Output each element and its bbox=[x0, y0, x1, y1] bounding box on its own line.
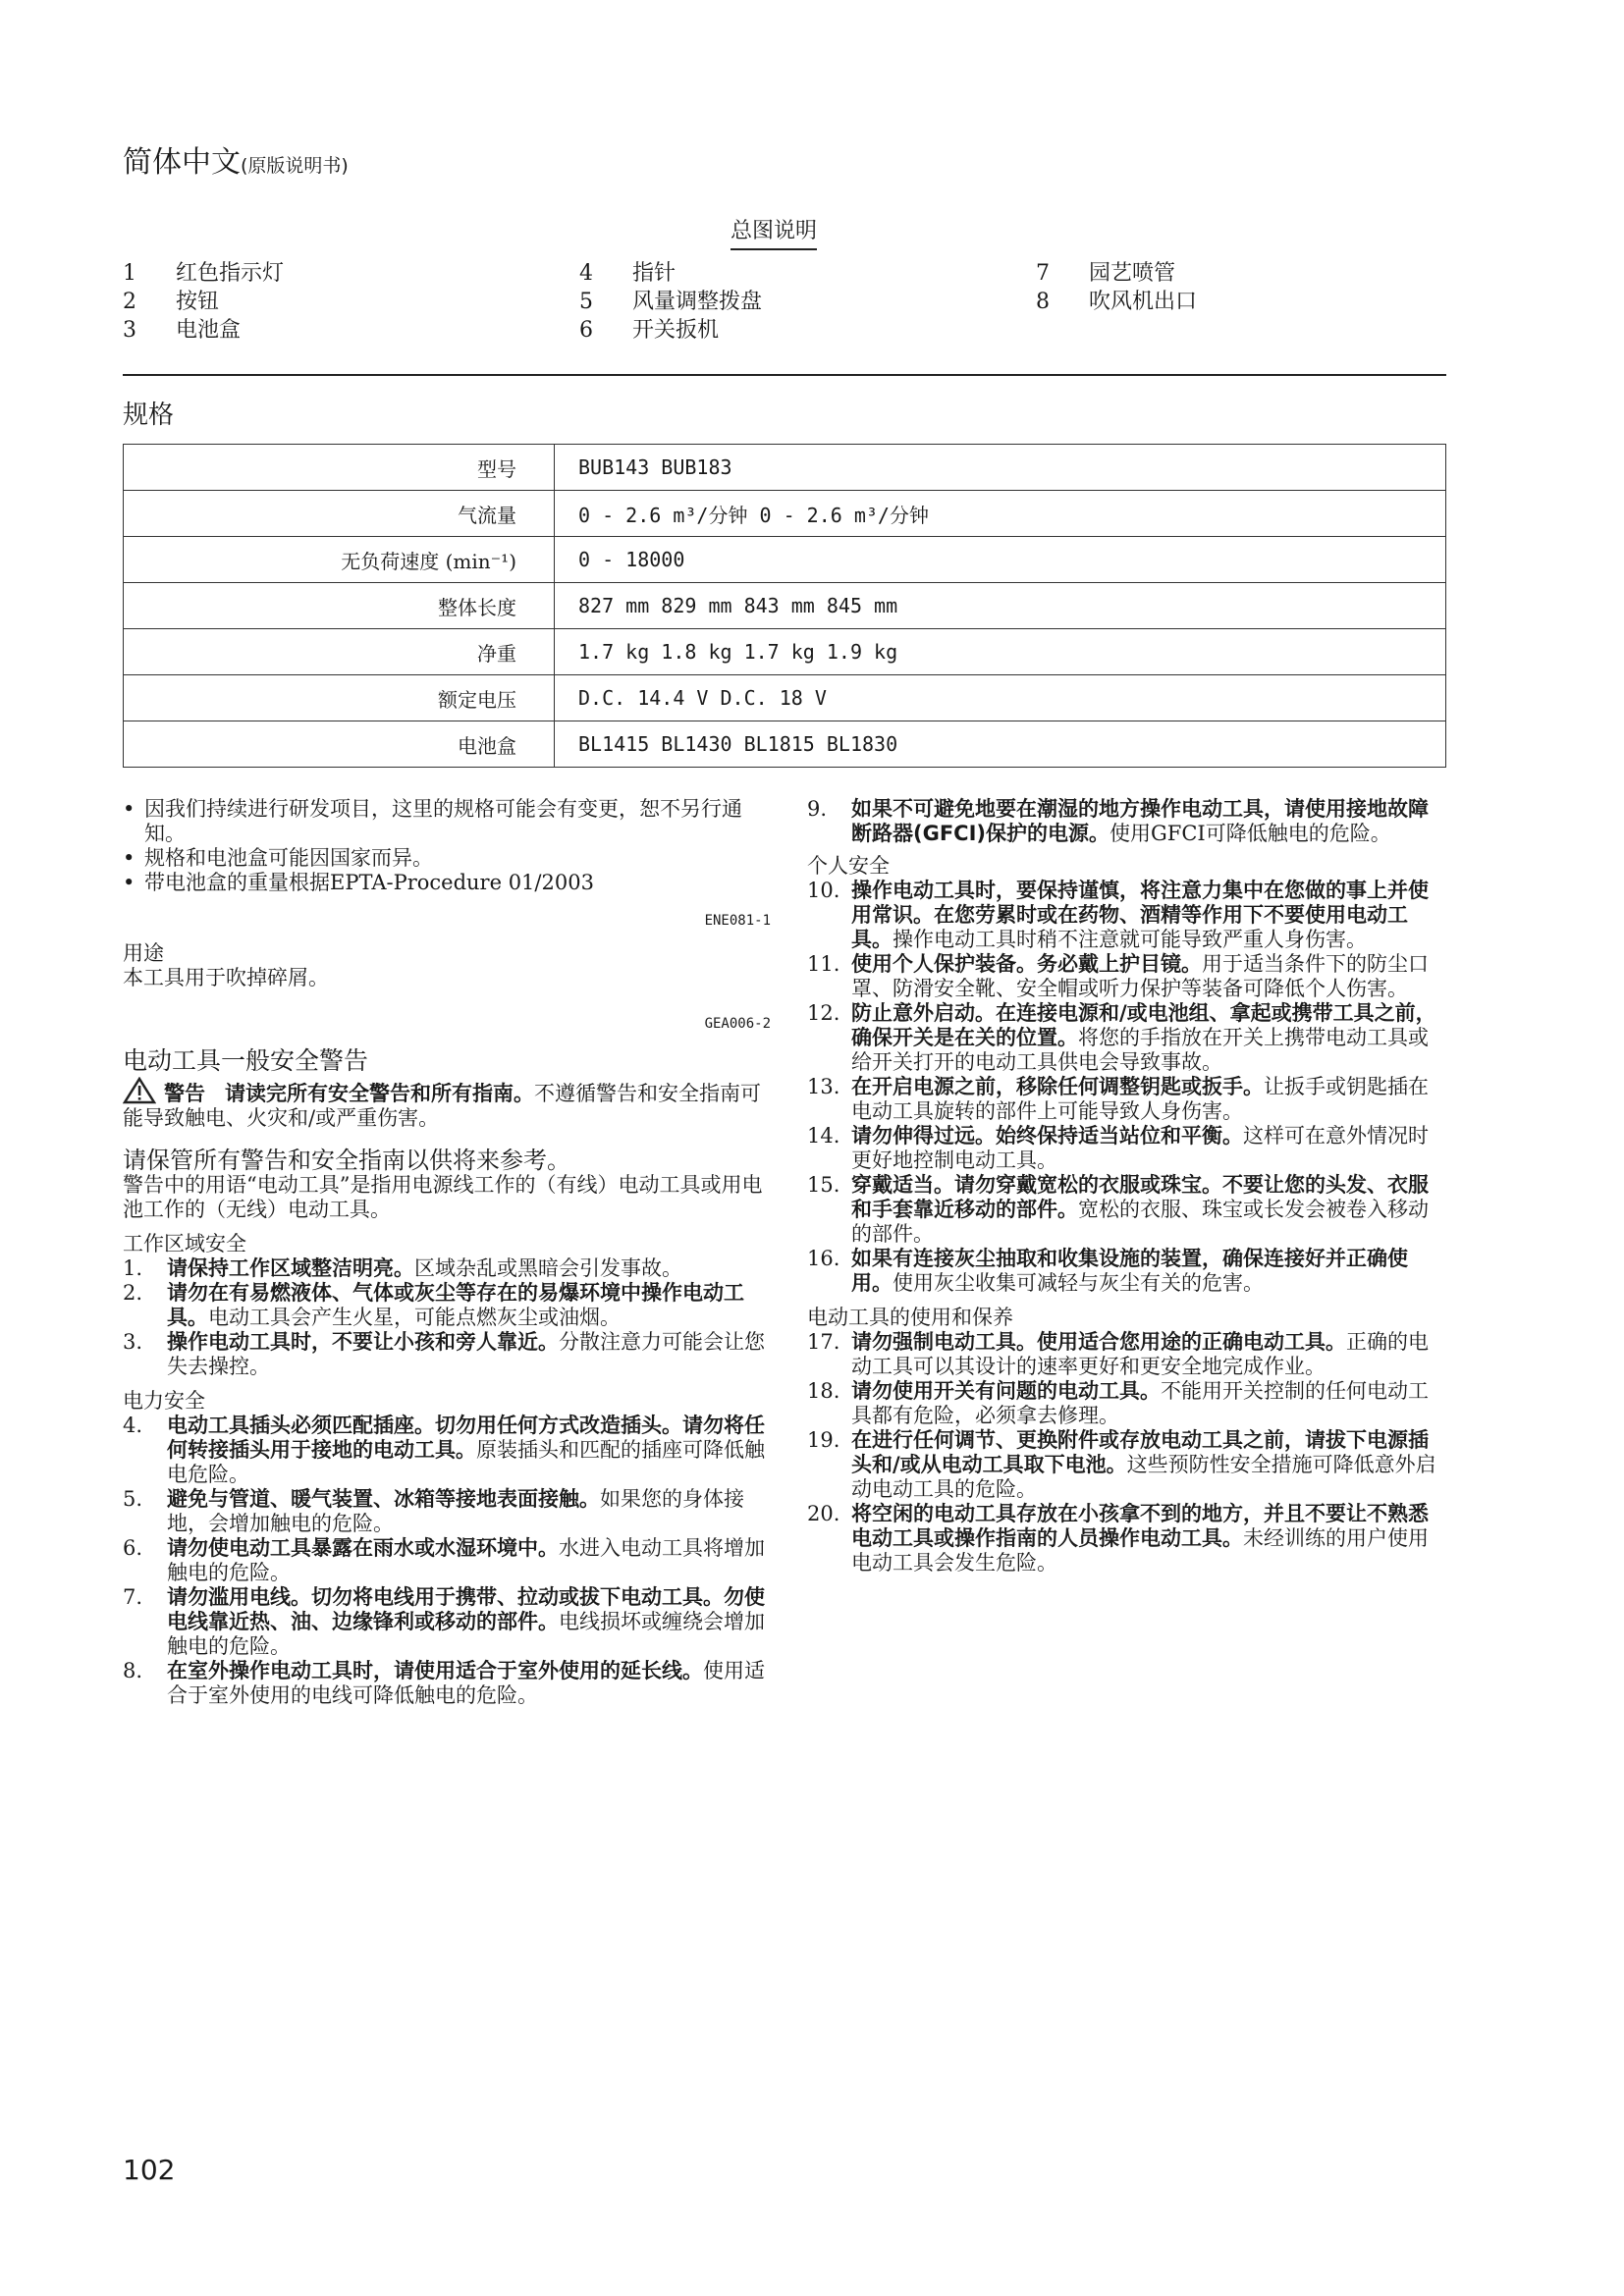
list-item: 17. 请勿强制电动工具。使用适合您用途的正确电动工具。正确的电动工具可以其设计的速率更好和更安全地完成作业。 bbox=[807, 1330, 1429, 1378]
table-row bbox=[124, 537, 1446, 583]
spec-table bbox=[123, 444, 1446, 768]
section-heading: 个人安全 bbox=[807, 854, 890, 878]
legend-column-1 bbox=[123, 259, 284, 345]
spec-label: 净重 bbox=[124, 629, 555, 675]
legend-item: 1 红色指示灯 bbox=[123, 261, 285, 286]
section-heading: 工作区域安全 bbox=[123, 1232, 246, 1255]
section-heading: 电动工具一般安全警告 bbox=[123, 1046, 369, 1075]
list-item: 5. 避免与管道、暖气装置、冰箱等接地表面接触。如果您的身体接地，会增加触电的危险。 bbox=[123, 1487, 744, 1535]
spec-note: • 规格和电池盒可能因国家而异。 bbox=[123, 846, 433, 870]
table-row bbox=[124, 491, 1446, 537]
list-item: 8. 在室外操作电动工具时，请使用适合于室外使用的延长线。使用适合于室外使用的电线可降低触电的危险。 bbox=[123, 1659, 765, 1707]
list-item: 9. 如果不可避免地要在潮湿的地方操作电动工具，请使用接地故障断路器(GFCI)保护的电源。使用GFCI可降低触电的危险。 bbox=[807, 797, 1429, 845]
legend-item: 6 开关扳机 bbox=[579, 318, 720, 343]
spec-value: D.C. 14.4 V D.C. 18 V bbox=[555, 675, 1446, 721]
warning-paragraph: 警告 请读完所有安全警告和所有指南。不遵循警告和安全指南可能导致触电、火灾和/或严重伤害。 bbox=[123, 1077, 771, 1131]
legend-item: 3 电池盒 bbox=[123, 318, 242, 343]
list-item: 14. 请勿伸得过远。始终保持适当站位和平衡。这样可在意外情况时更好地控制电动工具。 bbox=[807, 1124, 1429, 1172]
table-row bbox=[124, 675, 1446, 721]
list-item: 7. 请勿滥用电线。切勿将电线用于携带、拉动或拔下电动工具。勿使电线靠近热、油、边缘锋利或移动的部件。电线损坏或缠绕会增加触电的危险。 bbox=[123, 1585, 765, 1658]
list-item: 4. 电动工具插头必须匹配插座。切勿用任何方式改造插头。请勿将任何转接插头用于接地的电动工具。原装插头和匹配的插座可降低触电危险。 bbox=[123, 1414, 765, 1486]
list-item: 10. 操作电动工具时，要保持谨慎，将注意力集中在您做的事上并使用常识。在您劳累时或在药物、酒精等作用下不要使用电动工具。操作电动工具时稍不注意就可能导致严重人身伤害。 bbox=[807, 879, 1429, 951]
section-heading: 电力安全 bbox=[123, 1389, 205, 1413]
spec-label: 无负荷速度 (min⁻¹) bbox=[124, 537, 555, 583]
spec-note: • 因我们持续进行研发项目，这里的规格可能会有变更，恕不另行通知。 bbox=[123, 797, 742, 845]
spec-label: 电池盒 bbox=[124, 721, 555, 768]
warning-label: 警告 bbox=[164, 1082, 205, 1105]
legend-item: 5 风量调整拨盘 bbox=[579, 290, 763, 314]
list-item: 11. 使用个人保护装备。务必戴上护目镜。用于适当条件下的防尘口罩、防滑安全靴、安全帽或听力保护等装备可降低个人伤害。 bbox=[807, 952, 1429, 1000]
spec-value: BL1415 BL1430 BL1815 BL1830 bbox=[555, 721, 1446, 768]
overview-title: 总图说明 bbox=[731, 214, 817, 250]
table-row bbox=[124, 583, 1446, 629]
doc-code: ENE081-1 bbox=[704, 913, 771, 929]
spec-value: 1.7 kg 1.8 kg 1.7 kg 1.9 kg bbox=[555, 629, 1446, 675]
list-item: 13. 在开启电源之前，移除任何调整钥匙或扳手。让扳手或钥匙插在电动工具旋转的部件上可能导致人身伤害。 bbox=[807, 1075, 1429, 1123]
page-title bbox=[123, 137, 349, 181]
list-item: 20. 将空闲的电动工具存放在小孩拿不到的地方，并且不要让不熟悉电动工具或操作指南的人员操作电动工具。未经训练的用户使用电动工具会发生危险。 bbox=[807, 1502, 1429, 1575]
title-text: 简体中文 bbox=[123, 145, 241, 180]
paragraph: 警告中的用语“电动工具”是指用电源线工作的（有线）电动工具或用电池工作的（无线）电动工具。 bbox=[123, 1173, 763, 1221]
warning-triangle-icon bbox=[123, 1077, 156, 1104]
legend-item: 4 指针 bbox=[579, 261, 677, 286]
list-item: 3. 操作电动工具时，不要让小孩和旁人靠近。分散注意力可能会让您失去操控。 bbox=[123, 1330, 765, 1378]
list-item: 12. 防止意外启动。在连接电源和/或电池组、拿起或携带工具之前，确保开关是在关的位置。将您的手指放在开关上携带电动工具或给开关打开的电动工具供电会导致事故。 bbox=[807, 1001, 1436, 1074]
spec-label: 额定电压 bbox=[124, 675, 555, 721]
spec-value: BUB143 BUB183 bbox=[555, 445, 1446, 491]
legend-item: 8 吹风机出口 bbox=[1036, 290, 1198, 314]
table-row bbox=[124, 445, 1446, 491]
legend-item: 2 按钮 bbox=[123, 290, 220, 314]
paragraph: 本工具用于吹掉碎屑。 bbox=[123, 966, 329, 989]
list-item: 16. 如果有连接灰尘抽取和收集设施的装置，确保连接好并正确使用。使用灰尘收集可减轻与灰尘有关的危害。 bbox=[807, 1247, 1408, 1295]
doc-code: GEA006-2 bbox=[704, 1016, 771, 1032]
page-number: 102 bbox=[123, 2154, 176, 2186]
title-subtitle: (原版说明书) bbox=[241, 155, 349, 177]
list-item: 18. 请勿使用开关有问题的电动工具。不能用开关控制的任何电动工具都有危险，必须拿去修理。 bbox=[807, 1379, 1429, 1427]
table-row bbox=[124, 721, 1446, 768]
list-item: 6. 请勿使电动工具暴露在雨水或水湿环境中。水进入电动工具将增加触电的危险。 bbox=[123, 1536, 765, 1584]
section-heading: 请保管所有警告和安全指南以供将来参考。 bbox=[123, 1147, 570, 1174]
list-item: 15. 穿戴适当。请勿穿戴宽松的衣服或珠宝。不要让您的头发、衣服和手套靠近移动的部件。宽松的衣服、珠宝或长发会被卷入移动的部件。 bbox=[807, 1173, 1429, 1246]
spec-label: 型号 bbox=[124, 445, 555, 491]
spec-value: 0 - 18000 bbox=[555, 537, 1446, 583]
spec-value: 0 - 2.6 m³/分钟 0 - 2.6 m³/分钟 bbox=[555, 491, 1446, 537]
legend-column-3 bbox=[1036, 259, 1197, 316]
spec-title: 规格 bbox=[123, 400, 175, 430]
legend-item: 7 园艺喷管 bbox=[1036, 261, 1176, 286]
section-divider bbox=[123, 374, 1446, 376]
section-heading: 电动工具的使用和保养 bbox=[807, 1306, 1013, 1329]
list-item: 19. 在进行任何调节、更换附件或存放电动工具之前，请拔下电源插头和/或从电动工具取下电池。这些预防性安全措施可降低意外启动电动工具的危险。 bbox=[807, 1428, 1436, 1501]
spec-note: • 带电池盒的重量根据EPTA-Procedure 01/2003 bbox=[123, 871, 594, 894]
legend-column-2 bbox=[579, 259, 762, 345]
left-column bbox=[123, 797, 771, 1708]
spec-label: 气流量 bbox=[124, 491, 555, 537]
list-item: 2. 请勿在有易燃液体、气体或灰尘等存在的易爆环境中操作电动工具。电动工具会产生火星，可能点燃灰尘或油烟。 bbox=[123, 1281, 744, 1329]
spec-value: 827 mm 829 mm 843 mm 845 mm bbox=[555, 583, 1446, 629]
table-row bbox=[124, 629, 1446, 675]
list-item: 1. 请保持工作区域整洁明亮。区域杂乱或黑暗会引发事故。 bbox=[123, 1256, 682, 1280]
right-column bbox=[807, 797, 1447, 1575]
spec-label: 整体长度 bbox=[124, 583, 555, 629]
section-heading: 用途 bbox=[123, 941, 164, 965]
